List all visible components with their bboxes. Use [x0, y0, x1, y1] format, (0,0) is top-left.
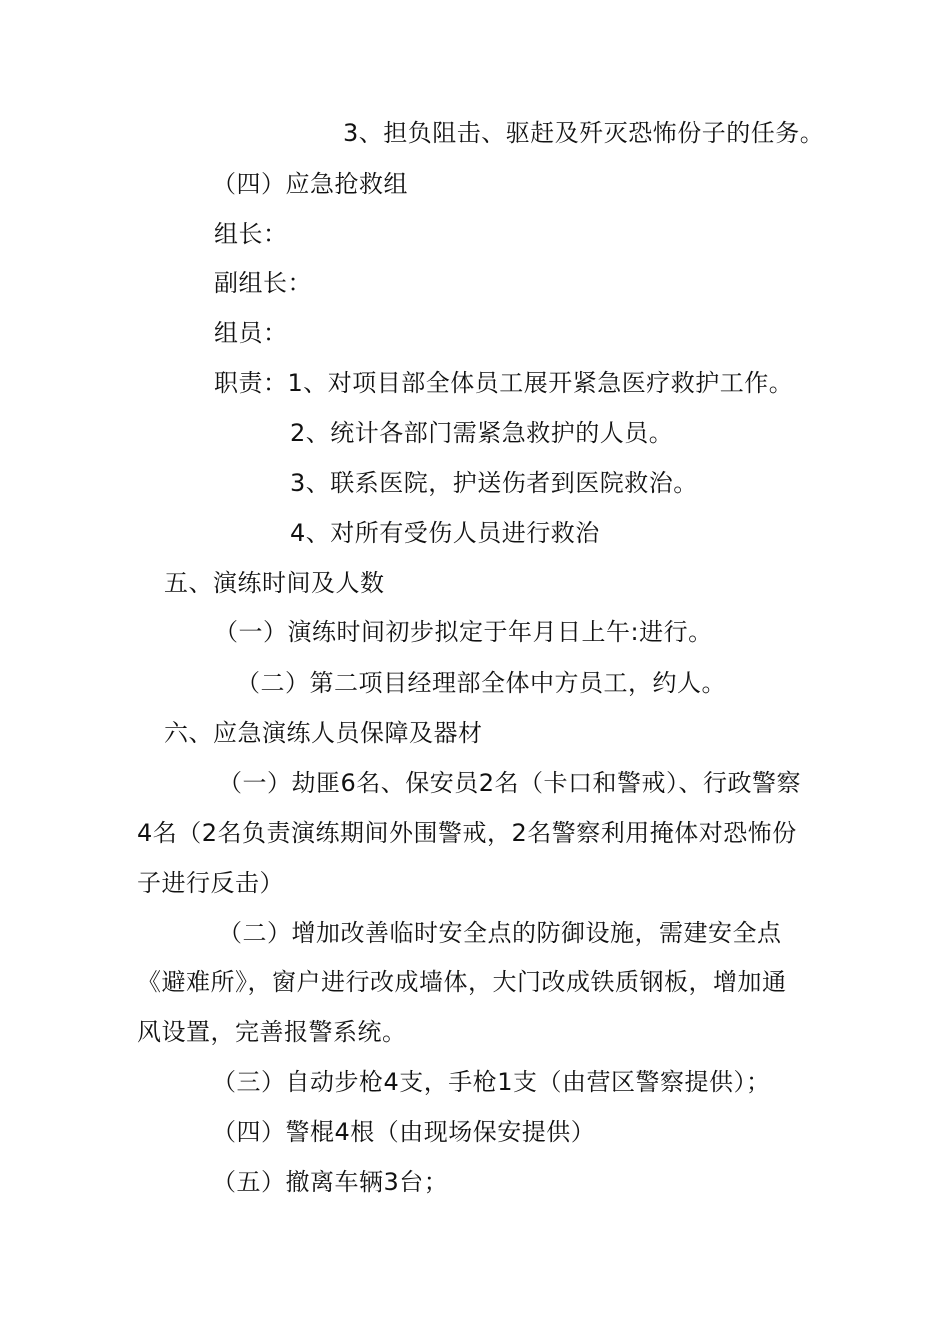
text-line-drill-staff: （二）第二项目经理部全体中方员工，约人。	[236, 669, 726, 697]
section-heading-4: （四）应急抢救组	[212, 170, 408, 198]
text-line-1: 3、担负阻击、驱赶及歼灭恐怖份子的任务。	[343, 119, 825, 147]
text-line-equipment-batons: （四）警棍4根（由现场保安提供）	[212, 1118, 596, 1146]
text-line-facility-2: 《避难所》，窗户进行改成墙体，大门改成铁质钢板，增加通	[137, 968, 787, 996]
section-heading-five: 五、演练时间及人数	[164, 569, 385, 597]
text-line-equipment-weapons: （三）自动步枪4支，手枪1支（由营区警察提供）；	[212, 1068, 771, 1096]
text-line-members: 组员：	[214, 319, 288, 347]
text-line-facility-1: （二）增加改善临时安全点的防御设施，需建安全点	[218, 919, 782, 947]
text-line-personnel-2: 4名（2名负责演练期间外围警戒，2名警察利用掩体对恐怖份	[137, 819, 797, 847]
text-line-duty-3: 3、联系医院，护送伤者到医院救治。	[290, 469, 698, 497]
section-heading-six: 六、应急演练人员保障及器材	[164, 719, 483, 747]
text-line-duty-4: 4、对所有受伤人员进行救治	[290, 519, 600, 547]
text-line-equipment-vehicles: （五）撤离车辆3台；	[212, 1168, 449, 1196]
text-line-personnel-1: （一）劫匪6名、保安员2名（卡口和警戒）、行政警察	[218, 769, 802, 797]
text-line-facility-3: 风设置，完善报警系统。	[137, 1018, 407, 1046]
text-line-deputy-leader: 副组长：	[214, 269, 312, 297]
text-line-personnel-3: 子进行反击）	[137, 869, 284, 897]
text-line-drill-time: （一）演练时间初步拟定于年月日上午:进行。	[214, 618, 713, 646]
text-line-duty-2: 2、统计各部门需紧急救护的人员。	[290, 419, 674, 447]
text-line-duty-1: 职责：1、对项目部全体员工展开紧急医疗救护工作。	[214, 369, 794, 397]
text-line-leader: 组长：	[214, 220, 288, 248]
